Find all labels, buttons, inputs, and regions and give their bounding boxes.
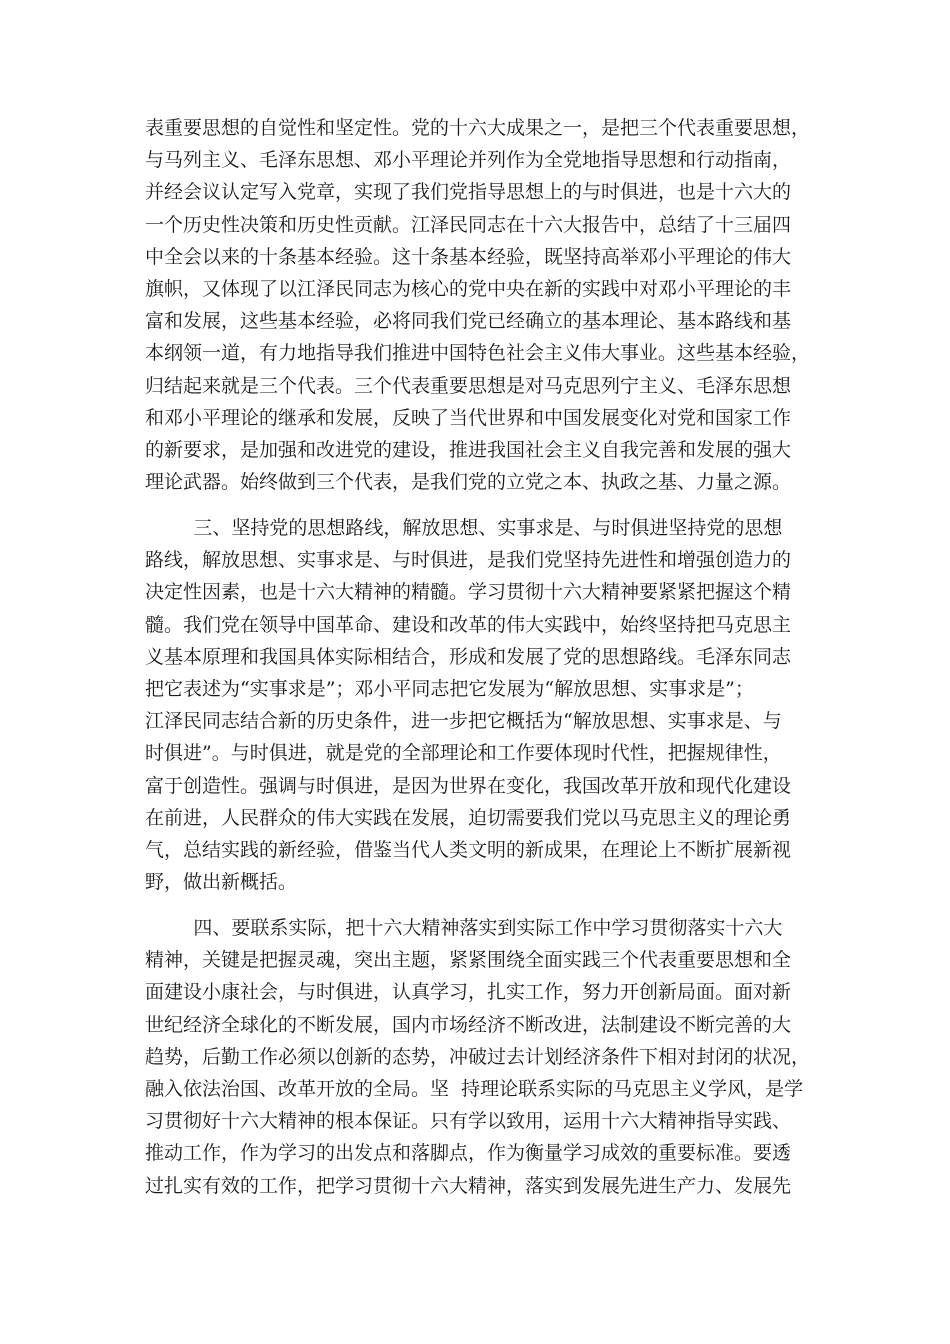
text-line: 决定性因素，也是十六大精神的精髓。学习贯彻十六大精神要紧紧把握这个精 bbox=[145, 581, 792, 604]
text-line: 中全会以来的十条基本经验。这十条基本经验，既坚持高举邓小平理论的伟大 bbox=[145, 245, 792, 268]
text-line: 三、坚持党的思想路线，解放思想、实事求是、与时俱进坚持党的思想 bbox=[145, 517, 783, 539]
text-line: 并经会议认定写入党章，实现了我们党指导思想上的与时俱进，也是十六大的 bbox=[145, 181, 792, 204]
text-line: 趋势，后勤工作必须以创新的态势，冲破过去计划经济条件下相对封闭的状况， bbox=[145, 1045, 811, 1068]
text-line: 把它表述为“实事求是”；邓小平同志把它发展为“解放思想、实事求是”； bbox=[145, 677, 754, 700]
text-line: 在前进，人民群众的伟大实践在发展，迫切需要我们党以马克思主义的理论勇 bbox=[145, 806, 792, 829]
text-line: 时俱进”。与时俱进，就是党的全部理论和工作要体现时代性，把握规律性， bbox=[145, 742, 782, 765]
text-line: 和邓小平理论的继承和发展，反映了当代世界和中国发展变化对党和国家工作 bbox=[145, 406, 792, 429]
text-line: 富和发展，这些基本经验，必将同我们党已经确立的基本理论、基本路线和基 bbox=[145, 310, 792, 333]
text-line: 表重要思想的自觉性和坚定性。党的十六大成果之一，是把三个代表重要思想， bbox=[145, 117, 811, 139]
text-line: 野，做出新概括。 bbox=[145, 871, 298, 894]
text-line: 与马列主义、毛泽东思想、邓小平理论并列作为全党地指导思想和行动指南， bbox=[145, 149, 792, 172]
text-line: 过扎实有效的工作，把学习贯彻十六大精神，落实到发展先进生产力、发展先 bbox=[145, 1174, 792, 1197]
text-line: 气，总结实践的新经验，借鉴当代人类文明的新成果，在理论上不断扩展新视 bbox=[145, 838, 792, 861]
text-line: 一个历史性决策和历史性贡献。江泽民同志在十六大报告中，总结了十三届四 bbox=[145, 213, 792, 236]
text-line: 的新要求，是加强和改进党的建设，推进我国社会主义自我完善和发展的强大 bbox=[145, 438, 792, 461]
text-line: 旗帜，又体现了以江泽民同志为核心的党中央在新的实践中对邓小平理论的丰 bbox=[145, 277, 792, 300]
text-line: 江泽民同志结合新的历史条件，进一步把它概括为“解放思想、实事求是、与 bbox=[145, 710, 782, 733]
paragraph-2 bbox=[145, 512, 805, 898]
text-line: 理论武器。始终做到三个代表，是我们党的立党之本、执政之基、力量之源。 bbox=[145, 471, 792, 494]
text-line: 世纪经济全球化的不断发展，国内市场经济不断改进，法制建设不断完善的大 bbox=[145, 1013, 792, 1036]
text-line: 归结起来就是三个代表。三个代表重要思想是对马克思列宁主义、毛泽东思想 bbox=[145, 374, 792, 397]
text-line: 富于创造性。强调与时俱进，是因为世界在变化，我国改革开放和现代化建设 bbox=[145, 774, 792, 797]
text-line: 精神，关键是把握灵魂，突出主题，紧紧围绕全面实践三个代表重要思想和全 bbox=[145, 949, 792, 972]
text-line: 习贯彻好十六大精神的根本保证。只有学以致用，运用十六大精神指导实践、 bbox=[145, 1110, 792, 1133]
text-line: 义基本原理和我国具体实际相结合，形成和发展了党的思想路线。毛泽东同志 bbox=[145, 645, 792, 668]
text-line: 髓。我们党在领导中国革命、建设和改革的伟大实践中，始终坚持把马克思主 bbox=[145, 613, 792, 636]
paragraph-1 bbox=[145, 112, 811, 498]
text-line: 四、要联系实际，把十六大精神落实到实际工作中学习贯彻落实十六大 bbox=[145, 917, 783, 939]
paragraph-3 bbox=[145, 912, 811, 1202]
text-line: 面建设小康社会，与时俱进，认真学习，扎实工作，努力开创新局面。面对新 bbox=[145, 981, 792, 1004]
text-line: 推动工作，作为学习的出发点和落脚点，作为衡量学习成效的重要标准。要透 bbox=[145, 1142, 792, 1165]
text-line: 本纲领一道，有力地指导我们推进中国特色社会主义伟大事业。这些基本经验， bbox=[145, 342, 811, 365]
text-line: 路线，解放思想、实事求是、与时俱进，是我们党坚持先进性和增强创造力的 bbox=[145, 549, 792, 572]
text-line: 融入依法治国、改革开放的全局。坚 持理论联系实际的马克思主义学风，是学 bbox=[145, 1077, 804, 1100]
